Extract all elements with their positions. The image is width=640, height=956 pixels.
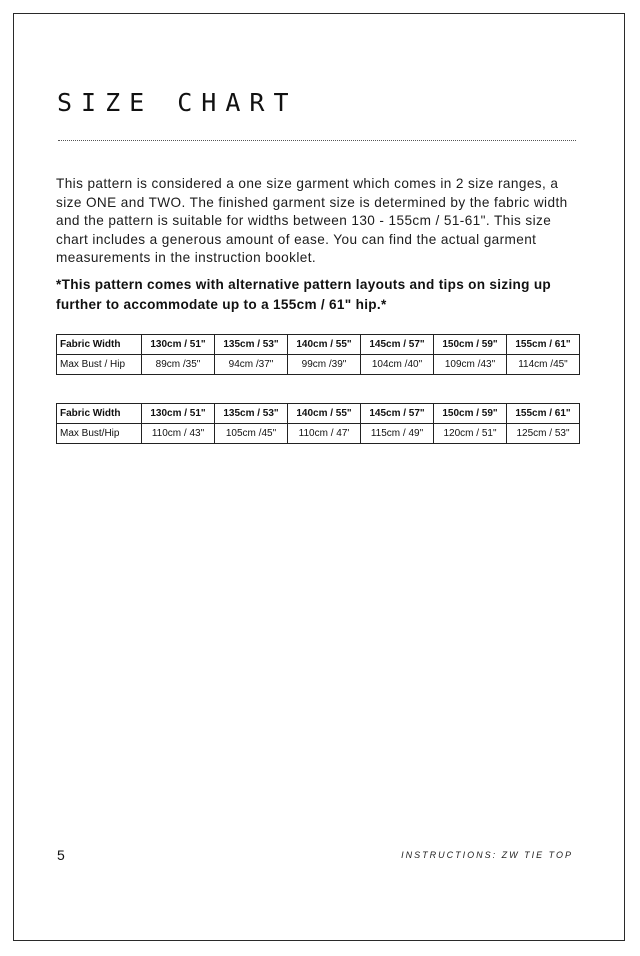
table-header-row [57, 404, 580, 424]
table-cell: 130cm / 51" [142, 335, 215, 355]
page-number: 5 [57, 847, 65, 863]
size-table-two [56, 403, 580, 444]
table-cell: 150cm / 59" [434, 404, 507, 424]
table-cell: 115cm / 49" [361, 424, 434, 444]
table-cell: 130cm / 51" [142, 404, 215, 424]
table-cell: 145cm / 57" [361, 404, 434, 424]
table-cell: 105cm /45" [215, 424, 288, 444]
dotted-divider [58, 140, 576, 141]
table-cell: 89cm /35" [142, 355, 215, 375]
intro-paragraph: This pattern is considered a one size garment which comes in 2 size ranges, a size ONE and TWO. The finished garment size is determined by the fabric width and the pattern is suitable for widths between 130 - 155cm / 51-61". This size chart includes a generous amount of ease. You can find the actual garment measurements in the instruction booklet. [56, 176, 568, 265]
footer-document-title: INSTRUCTIONS: ZW TIE TOP [401, 850, 573, 860]
table-cell: 140cm / 55" [288, 404, 361, 424]
table-cell: 155cm / 61" [507, 335, 580, 355]
table-cell: 145cm / 57" [361, 335, 434, 355]
table-cell: 99cm /39" [288, 355, 361, 375]
max-bust-hip-label: Max Bust/Hip [57, 424, 142, 444]
table-row [57, 424, 580, 444]
table-row [57, 355, 580, 375]
size-table-one [56, 334, 580, 375]
fabric-width-label: Fabric Width [57, 404, 142, 424]
table-cell: 120cm / 51" [434, 424, 507, 444]
table-cell: 135cm / 53" [215, 335, 288, 355]
table-cell: 104cm /40" [361, 355, 434, 375]
table-cell: 140cm / 55" [288, 335, 361, 355]
table-cell: 135cm / 53" [215, 404, 288, 424]
table-cell: 155cm / 61" [507, 404, 580, 424]
fabric-width-label: Fabric Width [57, 335, 142, 355]
page-title: SIZE CHART [57, 88, 298, 117]
table-cell: 109cm /43" [434, 355, 507, 375]
max-bust-hip-label: Max Bust / Hip [57, 355, 142, 375]
table-cell: 150cm / 59" [434, 335, 507, 355]
page-border [13, 13, 625, 941]
bold-note: *This pattern comes with alternative pattern layouts and tips on sizing up further to accommodate up to a 155cm / 61" hip.* [56, 277, 552, 312]
table-cell: 94cm /37" [215, 355, 288, 375]
table-cell: 125cm / 53" [507, 424, 580, 444]
table-cell: 110cm / 43" [142, 424, 215, 444]
table-header-row [57, 335, 580, 355]
table-cell: 110cm / 47' [288, 424, 361, 444]
table-cell: 114cm /45" [507, 355, 580, 375]
